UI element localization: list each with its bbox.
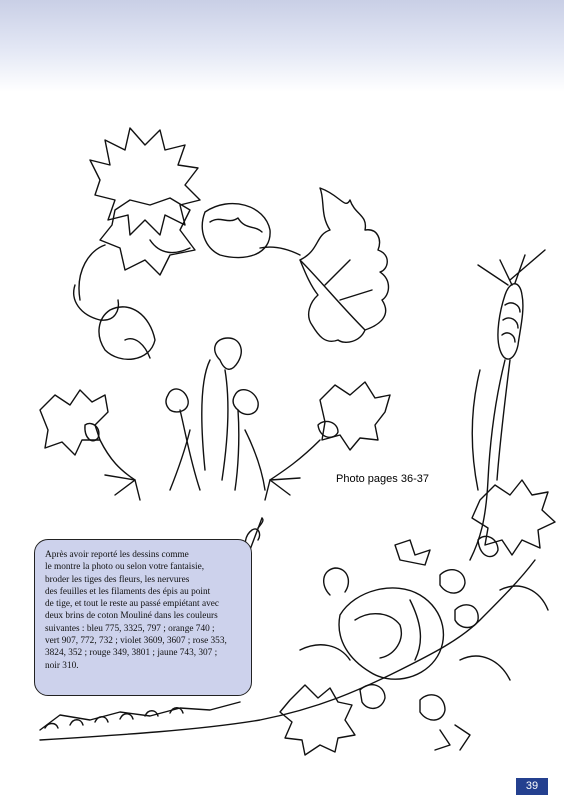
instruction-line: suivantes : bleu 775, 3325, 797 ; orange 740 ;: [45, 623, 215, 634]
photo-reference-caption: Photo pages 36-37: [336, 473, 429, 485]
instruction-line: le montre la photo ou selon votre fantaisie,: [45, 562, 205, 573]
wheat-stalk: [470, 250, 545, 560]
instruction-line: deux brins de coton Mouliné dans les couleurs: [45, 611, 218, 622]
instruction-line: broder les tiges des fleurs, les nervures: [45, 574, 190, 585]
cornflower-acorn-motif: [74, 128, 300, 359]
instruction-line: noir 310.: [45, 660, 79, 671]
instruction-line: des feuilles et les filaments des épis au point: [45, 586, 211, 597]
instruction-line: de tige, et tout le reste au passé empiétant avec: [45, 599, 219, 610]
oak-leaf: [300, 188, 389, 342]
instruction-line: vert 907, 772, 732 ; violet 3609, 3607 ; rose 353,: [45, 636, 227, 647]
tulip-motif: [166, 338, 265, 490]
instruction-line: 3824, 352 ; rouge 349, 3801 ; jaune 743, 307 ;: [45, 648, 218, 659]
instruction-line: Après avoir reporté les dessins comme: [45, 550, 189, 560]
instructions-note: [34, 539, 252, 696]
page-number: 39: [516, 778, 548, 795]
